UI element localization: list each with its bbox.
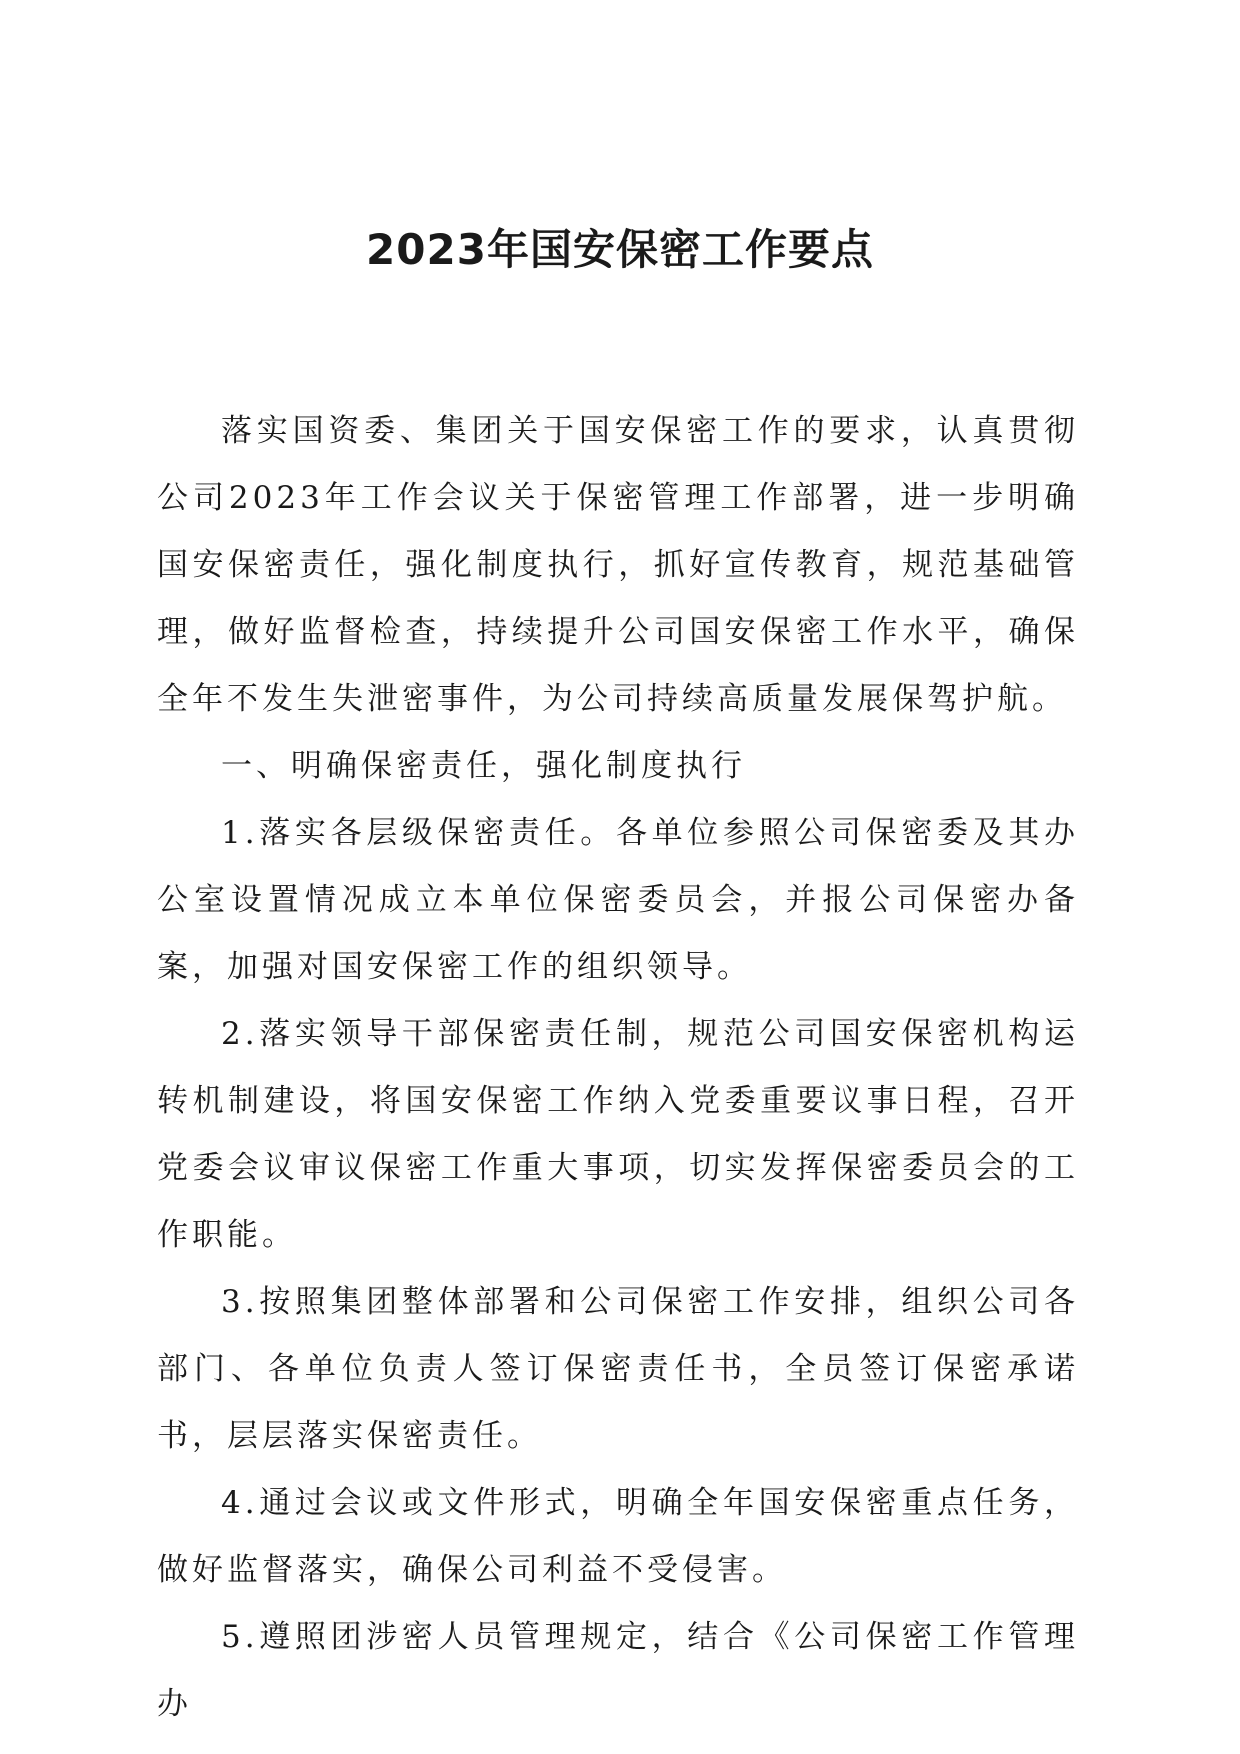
list-item-2: 2.落实领导干部保密责任制，规范公司国安保密机构运转机制建设，将国安保密工作纳入党委重要议事日程，召开党委会议审议保密工作重大事项，切实发挥保密委员会的工作职能。: [157, 1016, 1079, 1253]
list-item-1: 1.落实各层级保密责任。各单位参照公司保密委及其办公室设置情况成立本单位保密委员会，并报公司保密办备案，加强对国安保密工作的组织领导。: [157, 815, 1079, 985]
list-item-4: 4.通过会议或文件形式，明确全年国安保密重点任务，做好监督落实，确保公司利益不受侵害。: [157, 1485, 1079, 1588]
list-item-3: 3.按照集团整体部署和公司保密工作安排，组织公司各部门、各单位负责人签订保密责任书，全员签订保密承诺书，层层落实保密责任。: [157, 1284, 1079, 1454]
document-body: [157, 398, 1079, 1738]
document-title: 2023年国安保密工作要点: [366, 225, 874, 274]
list-item-5: 5.遵照团涉密人员管理规定，结合《公司保密工作管理办: [157, 1619, 1079, 1722]
section-heading: 一、明确保密责任，强化制度执行: [221, 748, 746, 784]
intro-paragraph: 落实国资委、集团关于国安保密工作的要求，认真贯彻公司2023年工作会议关于保密管理工作部署，进一步明确国安保密责任，强化制度执行，抓好宣传教育，规范基础管理，做好监督检查，持续提升公司国安保密工作水平，确保全年不发生失泄密事件，为公司持续高质量发展保驾护航。: [157, 413, 1079, 717]
